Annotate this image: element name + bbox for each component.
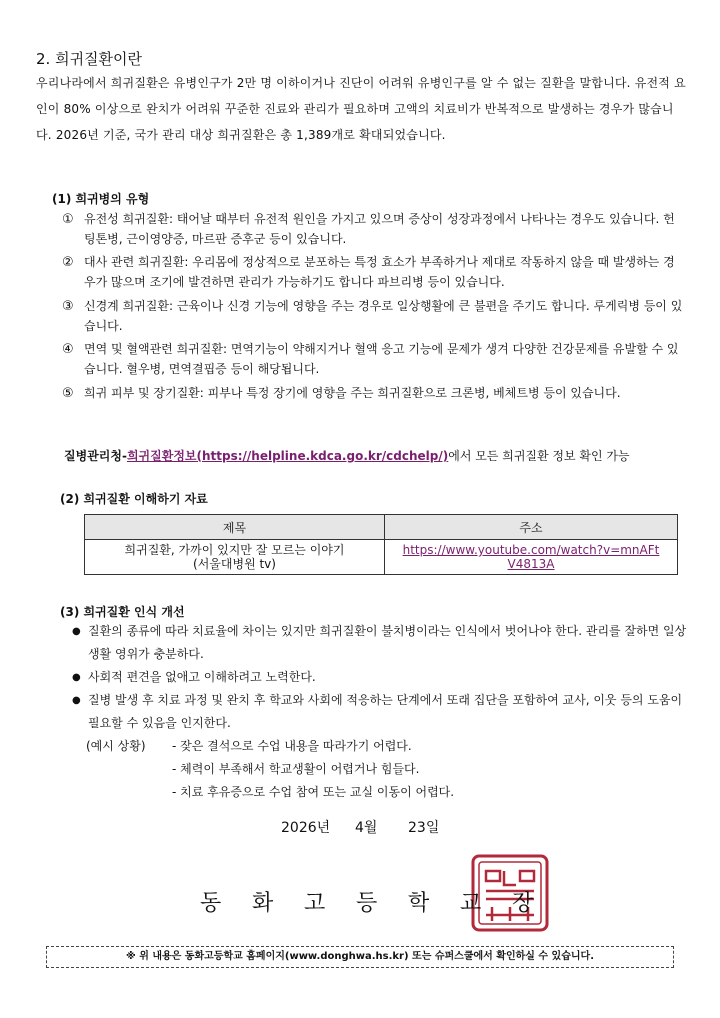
type-text: 면역 및 혈액관련 희귀질환: 면역기능이 약해지거나 혈액 응고 기능에 문제가 생겨 다양한 건강문제를 유발할 수 있습니다. 혈우병, 면역결핍증 등이 해당됩니다. (84, 342, 679, 376)
resource-title-cell (85, 540, 385, 575)
type-item (62, 297, 686, 336)
example-row (72, 735, 692, 758)
awareness-list (72, 620, 692, 804)
list-item (72, 689, 692, 735)
resources-heading: (2) 희귀질환 이해하기 자료 (60, 492, 208, 506)
bullet-text: 질병 발생 후 치료 과정 및 완치 후 학교와 사회에 적응하는 단계에서 또래 집단을 포함하여 교사, 이웃 등의 도움이 필요할 수 있음을 인지한다. (88, 693, 683, 730)
section-title: 2. 희귀질환이란 (36, 50, 143, 68)
table-row (85, 540, 678, 575)
type-number: ⑤ (62, 385, 74, 401)
type-item (62, 210, 686, 249)
list-item (72, 620, 692, 666)
example-text: - 잦은 결석으로 수업 내용을 따라가기 어렵다. (172, 739, 412, 753)
table-header-row (85, 515, 678, 540)
resource-title-line: (서울대병원 tv) (193, 557, 276, 571)
footer-note: ※ 위 내용은 동화고등학교 홈페이지(www.donghwa.hs.kr) 또는 슈퍼스쿨에서 확인하실 수 있습니다. (46, 946, 674, 968)
example-label: (예시 상황) (86, 739, 146, 753)
bullet-icon: ● (72, 695, 81, 706)
types-heading: (1) 희귀병의 유형 (52, 192, 150, 206)
type-item (62, 253, 686, 292)
type-text: 신경계 희귀질환: 근육이나 신경 기능에 영향을 주는 경우로 일상행활에 큰 불편을 주기도 합니다. 루게릭병 등이 있습니다. (84, 298, 683, 333)
example-text: - 체력이 부족해서 학교생활이 어렵거나 힘들다. (172, 762, 420, 776)
bullet-text: 사회적 편견을 없애고 이해하려고 노력한다. (88, 670, 316, 684)
bullet-icon: ● (72, 626, 81, 637)
date-day: 23일 (408, 820, 440, 836)
school-name-char: 고 (304, 891, 326, 916)
school-name-char: 등 (356, 891, 378, 916)
principal-char: 장 (512, 891, 534, 916)
resource-url-link[interactable] (385, 540, 678, 575)
type-item (62, 384, 686, 404)
resource-title-line: 희귀질환, 가까이 있지만 잘 모르는 이야기 (124, 543, 345, 557)
helpline-link[interactable]: 희귀질환정보(https://helpline.kdca.go.kr/cdchelp/) (126, 449, 449, 463)
type-number: ① (62, 212, 74, 227)
type-text: 희귀 피부 및 장기질환: 피부나 특정 장기에 영향을 주는 희귀질환으로 크론병, 베체트병 등이 있습니다. (84, 385, 621, 400)
type-text: 유전성 희귀질환: 태어날 때부터 유전적 원인을 가지고 있으며 증상이 성장과정에서 나타나는 경우도 있습니다. 헌팅톤병, 근이영양증, 마르판 증후군 등이 있습니다. (84, 212, 675, 246)
intro-paragraph: 우리나라에서 희귀질환은 유병인구가 2만 명 이하이거나 진단이 어려워 유병인구를 알 수 없는 질환을 말합니다. 유전적 요인이 80% 이상으로 완치가 어려워 꾸준한 진료와 관리가 필요하며 고액의 치료비가 반복적으로 발생하는 경우가 많습니다. 2026년 기준, 국가 관리 대상 희귀질환은 총 1,389개로 확대되었습니다. (36, 76, 686, 142)
date-year: 2026년 (281, 820, 331, 836)
type-item (62, 340, 686, 379)
school-name-char: 화 (252, 891, 274, 916)
school-name-char: 동 (200, 891, 222, 916)
column-header-title: 제목 (85, 515, 385, 540)
helpline-note (64, 447, 630, 464)
resource-url-line: https://www.youtube.com/watch?v=mnAFt (402, 543, 660, 557)
school-seal-icon (470, 853, 550, 933)
date-month: 4월 (355, 820, 378, 836)
type-number: ③ (62, 298, 74, 314)
bullet-icon: ● (72, 672, 81, 683)
type-number: ④ (62, 342, 74, 358)
column-header-address: 주소 (385, 515, 678, 540)
resource-url-line: V4813A (507, 557, 555, 571)
school-name-char: 학 (408, 891, 430, 916)
resources-table (84, 514, 678, 575)
example-text: - 치료 후유증으로 수업 참여 또는 교실 이동이 어렵다. (172, 785, 455, 799)
types-list (62, 210, 686, 403)
helpline-prefix: 질병관리청- (64, 449, 127, 463)
awareness-heading: (3) 희귀질환 인식 개선 (60, 605, 185, 619)
bullet-text: 질환의 종류에 따라 치료율에 차이는 있지만 희귀질환이 불치병이라는 인식에서 벗어나야 한다. 관리를 잘하면 일상생활 영위가 충분하다. (88, 624, 687, 661)
list-item (72, 666, 692, 689)
type-number: ② (62, 255, 74, 271)
helpline-suffix: 에서 모든 희귀질환 정보 확인 가능 (448, 449, 630, 463)
type-text: 대사 관련 희귀질환: 우리몸에 정상적으로 분포하는 특정 효소가 부족하거나 제대로 작동하지 않을 때 발생하는 경우가 많으며 조기에 발견하면 관리가 가능하기도 합니다 파브리병 등이 있습니다. (84, 255, 675, 290)
school-name-char: 교 (460, 891, 482, 916)
